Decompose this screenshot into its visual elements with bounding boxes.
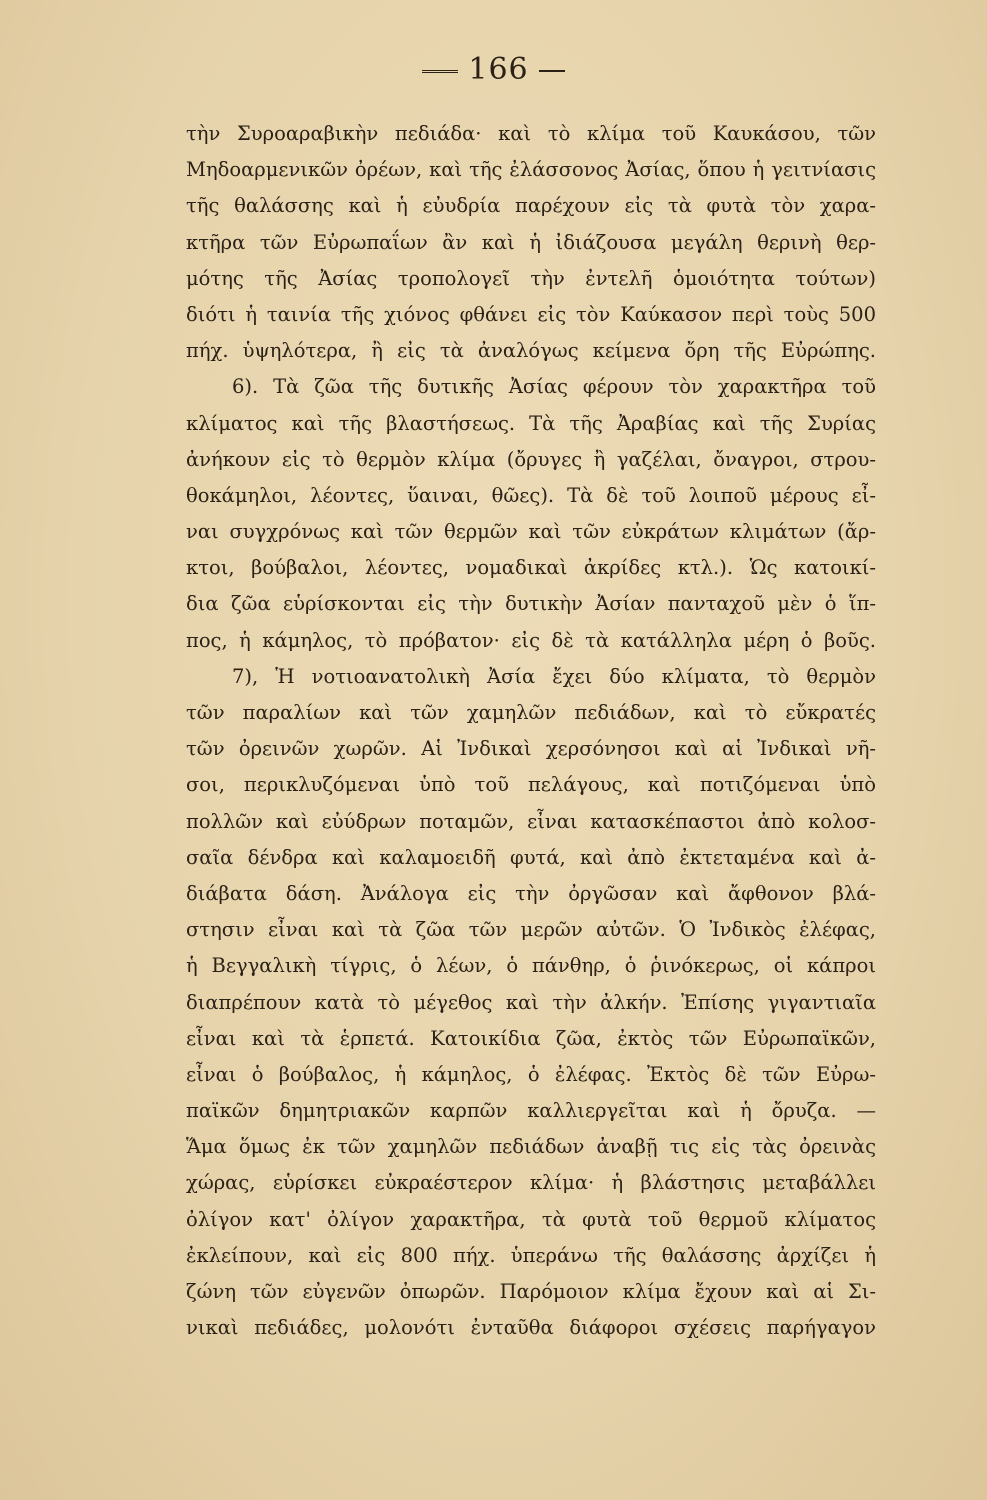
text-line: 7), Ἡ νοτιοανατολικὴ Ἀσία ἔχει δύο κλίματα, τὸ θερμὸν bbox=[232, 664, 876, 688]
text-line: 6). Τὰ ζῶα τῆς δυτικῆς Ἀσίας φέρουν τὸν χαρακτῆρα τοῦ bbox=[232, 375, 876, 399]
text-line: ναι συγχρόνως καὶ τῶν θερμῶν καὶ τῶν εὐκράτων κλιμάτων (ἄρ- bbox=[186, 520, 876, 544]
text-line: ζώνη τῶν εὐγενῶν ὀπωρῶν. Παρόμοιον κλίμα ἔχουν καὶ αἱ Σι- bbox=[186, 1280, 876, 1303]
body-text bbox=[186, 116, 876, 1346]
text-line: Μηδοαρμενικῶν ὀρέων, καὶ τῆς ἐλάσσονος Ἀσίας, ὅπου ἡ γειτνίασις bbox=[186, 158, 876, 182]
text-line: κτῆρα τῶν Εὐρωπαΐων ἂν καὶ ἡ ἰδιάζουσα μεγάλη θερινὴ θερ- bbox=[186, 230, 876, 254]
text-line: διαπρέπουν κατὰ τὸ μέγεθος καὶ τὴν ἀλκήν. Ἐπίσης γιγαντιαῖα bbox=[186, 990, 876, 1014]
text-line: κλίματος καὶ τῆς βλαστήσεως. Τὰ τῆς Ἀραβίας καὶ τῆς Συρίας bbox=[186, 411, 876, 435]
text-line: σαῖα δένδρα καὶ καλαμοειδῆ φυτά, καὶ ἀπὸ ἐκτεταμένα καὶ ἀ- bbox=[186, 845, 876, 869]
text-line: ἡ Βεγγαλικὴ τίγρις, ὁ λέων, ὁ πάνθηρ, ὁ ῥινόκερως, οἱ κάπροι bbox=[186, 954, 876, 978]
text-line: τὴν Συροαραβικὴν πεδιάδα· καὶ τὸ κλίμα τοῦ Καυκάσου, τῶν bbox=[186, 122, 876, 145]
page-header bbox=[0, 52, 987, 87]
text-line: σοι, περικλυζόμεναι ὑπὸ τοῦ πελάγους, καὶ ποτιζόμεναι ὑπὸ bbox=[186, 773, 876, 797]
text-line: διάβατα δάση. Ἀνάλογα εἰς τὴν ὀργῶσαν καὶ ἄφθονον βλά- bbox=[186, 881, 876, 905]
text-line: ἀνήκουν εἰς τὸ θερμὸν κλίμα (ὄρυγες ἢ γαζέλαι, ὄναγροι, στρου- bbox=[186, 447, 876, 471]
text-line: ὀλίγον κατ' ὀλίγον χαρακτῆρα, τὰ φυτὰ τοῦ θερμοῦ κλίματος bbox=[186, 1207, 876, 1231]
text-line: μότης τῆς Ἀσίας τροπολογεῖ τὴν ἐντελῆ ὁμοιότητα τούτων) bbox=[186, 266, 876, 290]
text-line: χώρας, εὑρίσκει εὐκραέστερον κλίμα· ἡ βλάστησις μεταβάλλει bbox=[186, 1171, 876, 1195]
text-line: δια ζῶα εὑρίσκονται εἰς τὴν δυτικὴν Ἀσίαν πανταχοῦ μὲν ὁ ἵπ- bbox=[186, 592, 876, 616]
text-line: πολλῶν καὶ εὐύδρων ποταμῶν, εἶναι κατασκέπαστοι ἀπὸ κολοσ- bbox=[186, 809, 876, 833]
text-line: τῆς θαλάσσης καὶ ἡ εὐυδρία παρέχουν εἰς τὰ φυτὰ τὸν χαρα- bbox=[186, 194, 876, 218]
text-line: ἐκλείπουν, καὶ εἰς 800 πήχ. ὑπεράνω τῆς θαλάσσης ἀρχίζει ἡ bbox=[186, 1243, 876, 1267]
text-line: διότι ἡ ταινία τῆς χιόνος φθάνει εἰς τὸν Καύκασον περὶ τοὺς 500 bbox=[186, 302, 876, 326]
text-line: θοκάμηλοι, λέοντες, ὕαιναι, θῶες). Τὰ δὲ τοῦ λοιποῦ μέρους εἶ- bbox=[186, 483, 876, 507]
text-line: εἶναι ὁ βούβαλος, ἡ κάμηλος, ὁ ἐλέφας. Ἐκτὸς δὲ τῶν Εὐρω- bbox=[186, 1062, 876, 1086]
text-line: νικαὶ πεδιάδες, μολονότι ἐνταῦθα διάφοροι σχέσεις παρήγαγον bbox=[186, 1316, 876, 1340]
header-rule-left bbox=[422, 70, 458, 73]
text-line: στησιν εἶναι καὶ τὰ ζῶα τῶν μερῶν αὐτῶν. Ὁ Ἰνδικὸς ἐλέφας, bbox=[186, 918, 876, 942]
text-line: κτοι, βούβαλοι, λέοντες, νομαδικαὶ ἀκρίδες κτλ.). Ὡς κατοικί- bbox=[186, 556, 876, 580]
text-line: πος, ἡ κάμηλος, τὸ πρόβατον· εἰς δὲ τὰ κατάλληλα μέρη ὁ βοῦς. bbox=[186, 628, 876, 652]
text-line: παϊκῶν δημητριακῶν καρπῶν καλλιεργεῖται καὶ ἡ ὄρυζα. — bbox=[186, 1099, 876, 1123]
text-line: πήχ. ὑψηλότερα, ἢ εἰς τὰ ἀναλόγως κείμενα ὄρη τῆς Εὐρώπης. bbox=[186, 339, 876, 363]
text-line: Ἅμα ὅμως ἐκ τῶν χαμηλῶν πεδιάδων ἀναβῇ τις εἰς τὰς ὀρεινὰς bbox=[186, 1135, 876, 1159]
page-number: 166 bbox=[468, 52, 529, 87]
text-line: τῶν παραλίων καὶ τῶν χαμηλῶν πεδιάδων, καὶ τὸ εὔκρατές bbox=[186, 701, 876, 724]
text-line: τῶν ὀρεινῶν χωρῶν. Αἱ Ἰνδικαὶ χερσόνησοι καὶ αἱ Ἰνδικαὶ νῆ- bbox=[186, 737, 876, 761]
header-rule-right bbox=[539, 70, 565, 72]
text-line: εἶναι καὶ τὰ ἑρπετά. Κατοικίδια ζῶα, ἐκτὸς τῶν Εὐρωπαϊκῶν, bbox=[186, 1026, 876, 1050]
